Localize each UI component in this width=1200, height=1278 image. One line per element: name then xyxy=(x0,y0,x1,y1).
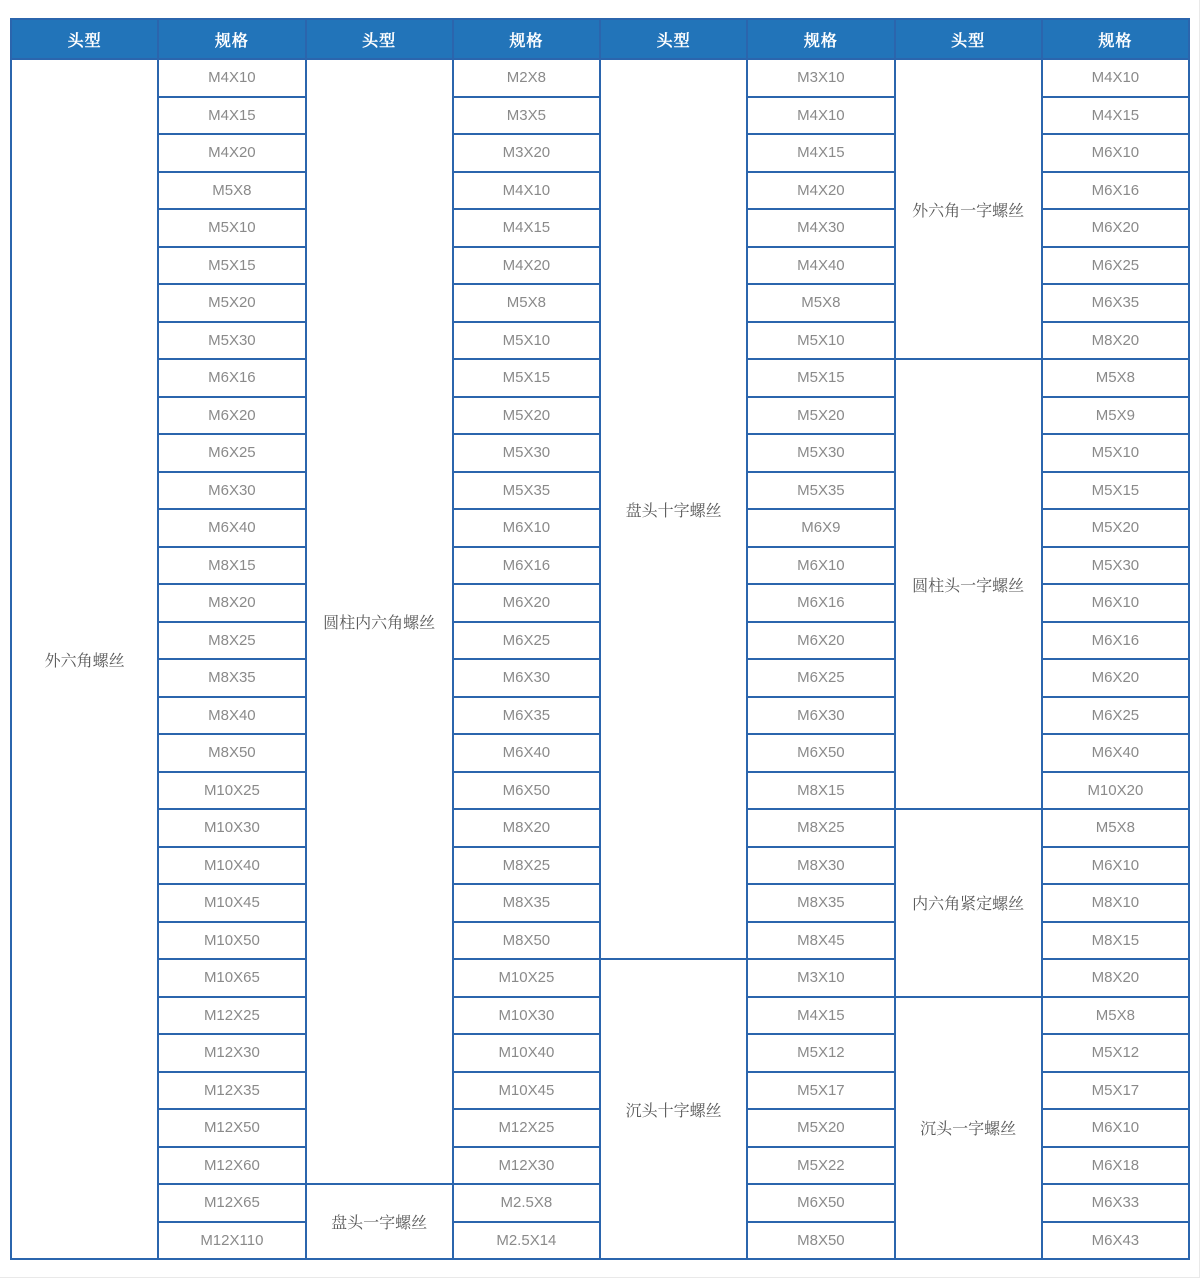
spec-cell: M8X50 xyxy=(453,922,600,960)
head-type-cell: 沉头一字螺丝 xyxy=(895,997,1042,1260)
spec-cell: M5X17 xyxy=(747,1072,894,1110)
spec-cell: M12X30 xyxy=(453,1147,600,1185)
spec-cell: M12X60 xyxy=(158,1147,305,1185)
spec-cell: M6X50 xyxy=(747,1184,894,1222)
header-cell-spec: 规格 xyxy=(158,19,305,59)
spec-cell: M10X30 xyxy=(453,997,600,1035)
spec-cell: M8X40 xyxy=(158,697,305,735)
spec-cell: M4X10 xyxy=(747,97,894,135)
spec-cell: M8X25 xyxy=(453,847,600,885)
spec-cell: M5X10 xyxy=(158,209,305,247)
header-cell-head-type: 头型 xyxy=(600,19,747,59)
spec-cell: M5X15 xyxy=(1042,472,1189,510)
head-type-cell: 圆柱内六角螺丝 xyxy=(306,59,453,1184)
spec-cell: M10X25 xyxy=(453,959,600,997)
spec-cell: M5X8 xyxy=(1042,359,1189,397)
header-cell-spec: 规格 xyxy=(747,19,894,59)
spec-cell: M2.5X8 xyxy=(453,1184,600,1222)
spec-cell: M8X45 xyxy=(747,922,894,960)
spec-cell: M3X5 xyxy=(453,97,600,135)
spec-cell: M4X20 xyxy=(747,172,894,210)
spec-cell: M6X10 xyxy=(453,509,600,547)
spec-cell: M10X40 xyxy=(453,1034,600,1072)
spec-cell: M5X17 xyxy=(1042,1072,1189,1110)
spec-cell: M5X30 xyxy=(158,322,305,360)
spec-cell: M10X45 xyxy=(453,1072,600,1110)
spec-cell: M8X20 xyxy=(453,809,600,847)
spec-cell: M8X35 xyxy=(158,659,305,697)
spec-cell: M6X30 xyxy=(453,659,600,697)
table-header xyxy=(11,19,1189,59)
spec-cell: M5X20 xyxy=(453,397,600,435)
spec-cell: M6X30 xyxy=(747,697,894,735)
spec-cell: M6X16 xyxy=(453,547,600,585)
spec-cell: M4X15 xyxy=(158,97,305,135)
spec-cell: M6X35 xyxy=(1042,284,1189,322)
spec-cell: M5X35 xyxy=(453,472,600,510)
spec-cell: M8X35 xyxy=(453,884,600,922)
spec-cell: M8X30 xyxy=(747,847,894,885)
spec-cell: M6X50 xyxy=(453,772,600,810)
spec-cell: M5X8 xyxy=(1042,997,1189,1035)
spec-cell: M5X8 xyxy=(158,172,305,210)
spec-cell: M12X25 xyxy=(453,1109,600,1147)
spec-cell: M6X16 xyxy=(1042,622,1189,660)
head-type-cell: 内六角紧定螺丝 xyxy=(895,809,1042,997)
spec-cell: M6X50 xyxy=(747,734,894,772)
spec-cell: M4X10 xyxy=(1042,59,1189,97)
head-type-cell: 盘头一字螺丝 xyxy=(306,1184,453,1259)
spec-cell: M6X10 xyxy=(1042,1109,1189,1147)
spec-cell: M10X65 xyxy=(158,959,305,997)
spec-cell: M6X20 xyxy=(1042,659,1189,697)
head-type-cell: 外六角一字螺丝 xyxy=(895,59,1042,359)
spec-cell: M2X8 xyxy=(453,59,600,97)
spec-cell: M6X16 xyxy=(1042,172,1189,210)
spec-cell: M5X30 xyxy=(1042,547,1189,585)
spec-cell: M12X30 xyxy=(158,1034,305,1072)
spec-cell: M5X22 xyxy=(747,1147,894,1185)
spec-cell: M6X20 xyxy=(158,397,305,435)
spec-cell: M6X25 xyxy=(1042,247,1189,285)
spec-cell: M5X20 xyxy=(747,1109,894,1147)
spec-cell: M6X25 xyxy=(1042,697,1189,735)
table-body xyxy=(11,59,1189,1259)
header-cell-head-type: 头型 xyxy=(306,19,453,59)
spec-cell: M8X50 xyxy=(747,1222,894,1260)
spec-cell: M6X10 xyxy=(1042,584,1189,622)
spec-cell: M6X35 xyxy=(453,697,600,735)
spec-cell: M3X10 xyxy=(747,959,894,997)
spec-cell: M12X35 xyxy=(158,1072,305,1110)
spec-cell: M6X40 xyxy=(158,509,305,547)
spec-cell: M8X15 xyxy=(747,772,894,810)
header-cell-spec: 规格 xyxy=(1042,19,1189,59)
spec-cell: M6X20 xyxy=(747,622,894,660)
spec-cell: M8X10 xyxy=(1042,884,1189,922)
head-type-cell: 圆柱头一字螺丝 xyxy=(895,359,1042,809)
spec-cell: M4X20 xyxy=(453,247,600,285)
spec-cell: M5X20 xyxy=(1042,509,1189,547)
spec-cell: M8X25 xyxy=(158,622,305,660)
spec-cell: M12X25 xyxy=(158,997,305,1035)
spec-cell: M8X15 xyxy=(1042,922,1189,960)
spec-cell: M5X10 xyxy=(1042,434,1189,472)
spec-cell: M5X8 xyxy=(1042,809,1189,847)
spec-cell: M8X50 xyxy=(158,734,305,772)
spec-cell: M3X20 xyxy=(453,134,600,172)
spec-cell: M5X9 xyxy=(1042,397,1189,435)
spec-cell: M4X15 xyxy=(747,997,894,1035)
spec-cell: M4X15 xyxy=(1042,97,1189,135)
spec-cell: M8X20 xyxy=(1042,959,1189,997)
spec-cell: M6X9 xyxy=(747,509,894,547)
spec-cell: M8X35 xyxy=(747,884,894,922)
spec-cell: M6X10 xyxy=(747,547,894,585)
spec-cell: M4X15 xyxy=(747,134,894,172)
spec-cell: M4X30 xyxy=(747,209,894,247)
spec-cell: M6X18 xyxy=(1042,1147,1189,1185)
spec-cell: M4X15 xyxy=(453,209,600,247)
spec-cell: M4X40 xyxy=(747,247,894,285)
spec-cell: M5X12 xyxy=(747,1034,894,1072)
spec-cell: M8X20 xyxy=(158,584,305,622)
spec-cell: M6X40 xyxy=(453,734,600,772)
spec-cell: M5X8 xyxy=(453,284,600,322)
spec-cell: M6X20 xyxy=(453,584,600,622)
spec-cell: M10X25 xyxy=(158,772,305,810)
spec-cell: M5X10 xyxy=(747,322,894,360)
spec-cell: M4X20 xyxy=(158,134,305,172)
spec-cell: M8X25 xyxy=(747,809,894,847)
head-type-cell: 外六角螺丝 xyxy=(11,59,158,1259)
spec-cell: M12X50 xyxy=(158,1109,305,1147)
spec-cell: M5X15 xyxy=(453,359,600,397)
table-row xyxy=(11,59,1189,97)
spec-cell: M6X25 xyxy=(453,622,600,660)
spec-cell: M10X30 xyxy=(158,809,305,847)
spec-cell: M6X25 xyxy=(158,434,305,472)
spec-cell: M6X16 xyxy=(747,584,894,622)
spec-cell: M6X25 xyxy=(747,659,894,697)
spec-cell: M10X45 xyxy=(158,884,305,922)
spec-cell: M5X30 xyxy=(453,434,600,472)
spec-cell: M5X15 xyxy=(158,247,305,285)
spec-cell: M10X40 xyxy=(158,847,305,885)
header-cell-head-type: 头型 xyxy=(895,19,1042,59)
spec-cell: M5X12 xyxy=(1042,1034,1189,1072)
spec-cell: M5X30 xyxy=(747,434,894,472)
spec-cell: M10X50 xyxy=(158,922,305,960)
spec-cell: M5X10 xyxy=(453,322,600,360)
spec-cell: M12X110 xyxy=(158,1222,305,1260)
spec-cell: M4X10 xyxy=(158,59,305,97)
spec-cell: M5X20 xyxy=(747,397,894,435)
spec-cell: M4X10 xyxy=(453,172,600,210)
spec-cell: M3X10 xyxy=(747,59,894,97)
header-row xyxy=(11,19,1189,59)
screw-spec-table xyxy=(10,18,1190,1260)
header-cell-head-type: 头型 xyxy=(11,19,158,59)
spec-cell: M6X20 xyxy=(1042,209,1189,247)
spec-cell: M6X40 xyxy=(1042,734,1189,772)
spec-cell: M5X35 xyxy=(747,472,894,510)
spec-cell: M6X30 xyxy=(158,472,305,510)
spec-cell: M6X33 xyxy=(1042,1184,1189,1222)
spec-cell: M2.5X14 xyxy=(453,1222,600,1260)
head-type-cell: 盘头十字螺丝 xyxy=(600,59,747,959)
spec-cell: M12X65 xyxy=(158,1184,305,1222)
spec-cell: M6X43 xyxy=(1042,1222,1189,1260)
spec-cell: M6X16 xyxy=(158,359,305,397)
spec-cell: M8X15 xyxy=(158,547,305,585)
spec-cell: M5X8 xyxy=(747,284,894,322)
header-cell-spec: 规格 xyxy=(453,19,600,59)
head-type-cell: 沉头十字螺丝 xyxy=(600,959,747,1259)
spec-cell: M8X20 xyxy=(1042,322,1189,360)
spec-cell: M6X10 xyxy=(1042,847,1189,885)
spec-cell: M6X10 xyxy=(1042,134,1189,172)
spec-cell: M5X20 xyxy=(158,284,305,322)
spec-cell: M5X15 xyxy=(747,359,894,397)
spec-cell: M10X20 xyxy=(1042,772,1189,810)
